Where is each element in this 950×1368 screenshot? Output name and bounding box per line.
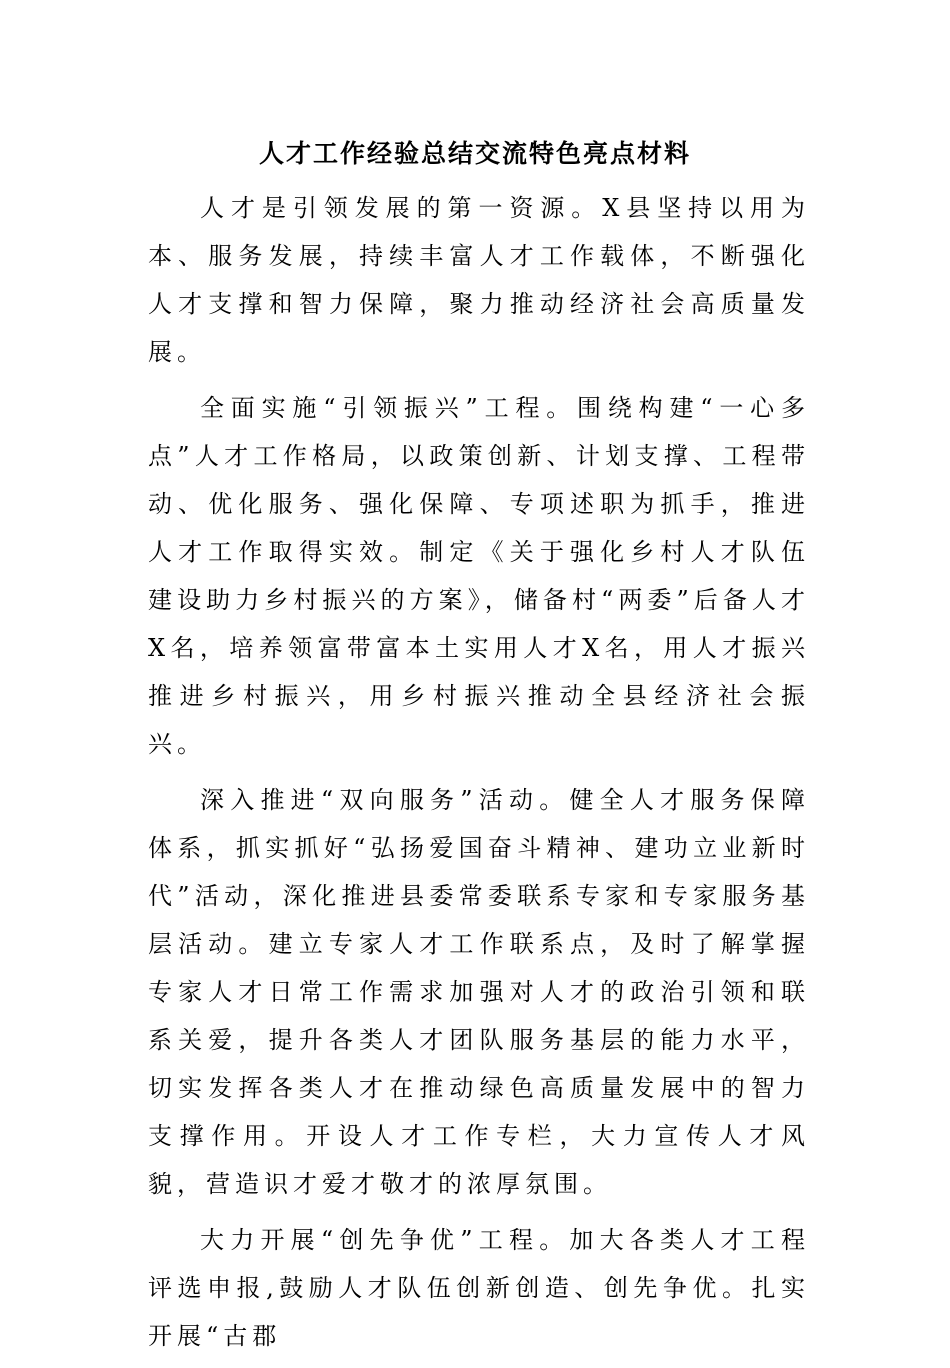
document-title: 人才工作经验总结交流特色亮点材料 <box>258 139 691 168</box>
paragraph-strive-for-excellence: 大力开展“创先争优”工程。加大各类人才工程评选申报,鼓励人才队伍创新创造、创先争优。扎实开展“古郡 <box>148 1226 810 1350</box>
paragraph-leading-revitalization: 全面实施“引领振兴”工程。围绕构建“一心多点”人才工作格局，以政策创新、计划支撑、工程带动、优化服务、强化保障、专项述职为抓手，推进人才工作取得实效。制定《关于强化乡村人才队伍建设助力乡村振兴的方案》，储备村“两委”后备人才X名，培养领富带富本土实用人才X名，用人才振兴推进乡村振兴，用乡村振兴推动全县经济社会振兴。 <box>148 394 810 758</box>
paragraph-two-way-service: 深入推进“双向服务”活动。健全人才服务保障体系，抓实抓好“弘扬爱国奋斗精神、建功立业新时代”活动，深化推进县委常委联系专家和专家服务基层活动。建立专家人才工作联系点，及时了解掌握专家人才日常工作需求加强对人才的政治引领和联系关爱，提升各类人才团队服务基层的能力水平，切实发挥各类人才在推动绿色高质量发展中的智力支撑作用。开设人才工作专栏，大力宣传人才风貌，营造识才爱才敬才的浓厚氛围。 <box>148 786 810 1198</box>
document-body <box>148 184 810 1368</box>
paragraph-intro: 人才是引领发展的第一资源。X县坚持以用为本、服务发展，持续丰富人才工作载体，不断强化人才支撑和智力保障，聚力推动经济社会高质量发展。 <box>148 194 810 366</box>
